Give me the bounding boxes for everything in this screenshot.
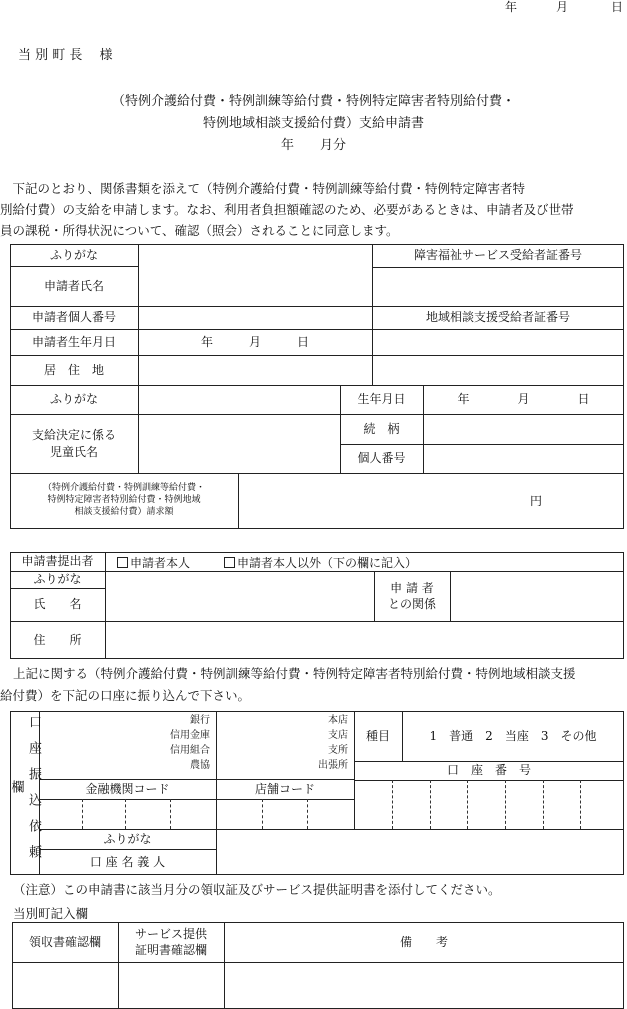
branch-type-head: 本店 — [328, 715, 348, 726]
holder-furigana-label: ふりがな — [103, 831, 152, 846]
submitter-name-label: 氏 名 — [33, 597, 82, 612]
service-proof-line2: 証明書確認欄 — [134, 943, 207, 957]
branch-type-sub: 支所 — [328, 745, 348, 756]
bank-transfer-side-label: 口座振込依頼欄 — [8, 715, 42, 871]
submitter-self-option[interactable] — [117, 554, 190, 571]
child-furigana-label: ふりがな — [49, 392, 98, 407]
child-birth-label: 生年月日 — [357, 392, 406, 407]
form-title-period: 年 月分 — [280, 138, 346, 153]
child-name-label-line1: 支給決定に係る — [31, 428, 116, 443]
relation-to-applicant-label — [374, 571, 450, 621]
birth-date-label: 申請者生年月日 — [31, 334, 116, 349]
attachment-notice: （注意）この申請書に該当月分の領収証及びサービス提供証明書を添付してください。 — [13, 882, 501, 897]
relation-label: 続 柄 — [363, 421, 400, 436]
transfer-note-line2: 給付費）を下記の口座に振り込んで下さい。 — [0, 688, 251, 703]
claim-amount-field[interactable] — [238, 473, 624, 529]
cert-number-label: 障害福祉サービス受給者証番号 — [413, 248, 582, 263]
relation-line1: 申 請 者 — [390, 580, 434, 595]
applicant-name-label: 申請者氏名 — [43, 278, 104, 293]
child-personal-number-label: 個人番号 — [357, 451, 406, 466]
submitter-label: 申請書提出者 — [21, 554, 94, 569]
checkbox-icon[interactable] — [117, 557, 128, 568]
branch-type-branch: 支店 — [328, 730, 348, 741]
bank-type-shinkin: 信用金庫 — [170, 730, 210, 741]
transfer-note-line1-text: 上記に関する（特例介護給付費・特例訓練等給付費・特例特定障害者特別給付費・特例地域相談支援 — [13, 666, 576, 681]
service-proof-check-label — [118, 922, 224, 962]
submitter-name-field[interactable] — [105, 571, 374, 621]
claim-label-line3: 相談支援給付費）請求額 — [74, 506, 174, 517]
date-day: 日 — [611, 0, 624, 14]
account-type-label: 種目 — [365, 728, 390, 743]
applicant-name-field[interactable] — [138, 244, 372, 306]
form-title-line1: （特例介護給付費・特例訓練等給付費・特例特定障害者特別給付費・ — [111, 94, 515, 109]
date-year: 年 — [505, 0, 518, 14]
receipt-check-label: 領収書確認欄 — [28, 934, 101, 949]
submitter-other-option[interactable] — [224, 554, 417, 571]
regional-cert-label: 地域相談支援受給者証番号 — [425, 310, 570, 325]
child-name-label-line2: 児童氏名 — [49, 444, 98, 459]
child-birth-field[interactable]: 年 月 日 — [457, 392, 590, 407]
submitter-self-text: 申請者本人 — [130, 556, 191, 570]
address-label: 居 住 地 — [43, 362, 104, 377]
addressee: 当 別 町 長 様 — [18, 48, 113, 63]
submitter-address-label: 住 所 — [33, 632, 82, 647]
claim-label-line1: （特例介護給付費・特例訓練等給付費・ — [42, 483, 205, 494]
relation-line2: との関係 — [387, 597, 436, 611]
form-title-line2: 特例地域相談支援給付費）支給申請書 — [202, 116, 424, 131]
bank-type-agri: 農協 — [190, 760, 210, 771]
account-type-options[interactable]: 1 普通 2 当座 3 その他 — [429, 728, 597, 743]
personal-number-label: 申請者個人番号 — [31, 310, 116, 325]
yen-unit: 円 — [529, 493, 542, 508]
child-name-label — [10, 414, 138, 473]
account-holder-label: 口 座 名 義 人 — [89, 854, 166, 869]
bank-type-list — [130, 713, 210, 773]
branch-code-label: 店舗コード — [254, 781, 315, 796]
transfer-note-line1 — [0, 663, 627, 684]
bank-type-credit-union: 信用組合 — [170, 745, 210, 756]
birth-date-field[interactable]: 年 月 日 — [200, 334, 309, 349]
claim-amount-label — [10, 473, 238, 529]
branch-type-list — [268, 713, 348, 773]
bank-type-bank: 銀行 — [190, 715, 210, 726]
branch-type-office: 出張所 — [318, 760, 348, 771]
account-holder-field[interactable] — [216, 829, 624, 875]
submitter-furigana-label: ふりがな — [33, 572, 82, 587]
intro-line2: 別給付費）の支給を申請します。なお、利用者負担額確認のため、必要があるときは、申請者及び世帯 — [0, 202, 574, 217]
furigana-label: ふりがな — [49, 247, 98, 262]
date-month: 月 — [556, 0, 569, 14]
bank-code-label: 金融機関コード — [85, 781, 170, 796]
submitter-other-text: 申請者本人以外（下の欄に記入） — [237, 556, 418, 570]
account-number-label: 口 座 番 号 — [446, 763, 531, 778]
remarks-label: 備 考 — [399, 934, 448, 949]
intro-line3: 員の課税・所得状況について、確認（照会）されることに同意します。 — [0, 223, 399, 238]
intro-line1: 下記のとおり、関係書類を添えて（特例介護給付費・特例訓練等給付費・特例特定障害者特 — [0, 181, 526, 196]
checkbox-icon[interactable] — [224, 557, 235, 568]
office-use-section-label: 当別町記入欄 — [13, 906, 89, 921]
service-proof-line1: サービス提供 — [134, 926, 207, 941]
claim-label-line2: 特例特定障害者特別給付費・特例地域 — [47, 495, 201, 506]
